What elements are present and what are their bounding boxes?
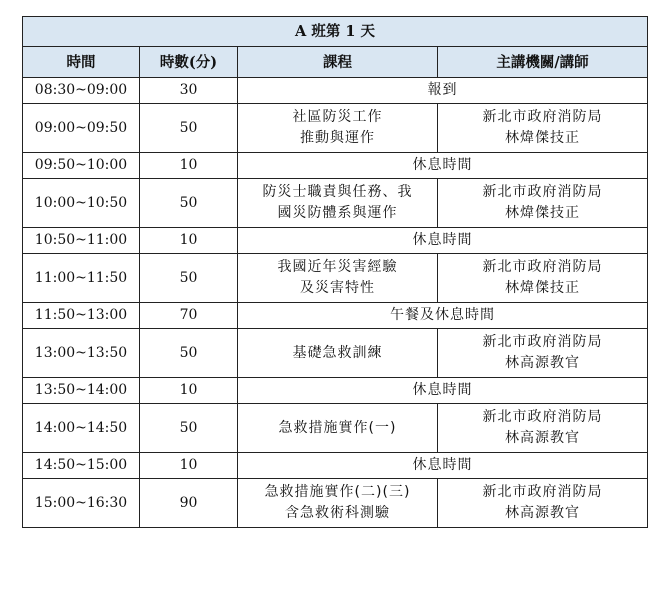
cell-time: 09:50~10:00 — [23, 153, 140, 179]
course-line: 午餐及休息時間 — [390, 307, 496, 323]
speaker-line: 林高源教官 — [505, 505, 581, 521]
table-row — [23, 179, 648, 228]
cell-minutes: 50 — [140, 104, 238, 153]
table-row — [23, 228, 648, 254]
speaker-line: 林煒傑技正 — [505, 205, 581, 221]
cell-speaker — [438, 479, 648, 528]
cell-time: 10:50~11:00 — [23, 228, 140, 254]
course-line: 急救措施實作(一) — [278, 419, 397, 436]
cell-minutes: 10 — [140, 378, 238, 404]
cell-course-merged — [238, 228, 648, 254]
speaker-line: 林煒傑技正 — [505, 130, 581, 146]
cell-minutes: 30 — [140, 78, 238, 104]
table-row — [23, 378, 648, 404]
cell-time: 11:50~13:00 — [23, 303, 140, 329]
header-minutes: 時數(分) — [140, 47, 238, 78]
cell-minutes: 90 — [140, 479, 238, 528]
course-line: 含急救術科測驗 — [285, 505, 390, 521]
course-line: 基礎急救訓練 — [292, 344, 383, 361]
course-line: 防災士職責與任務、我 — [262, 184, 413, 200]
cell-course — [238, 179, 438, 228]
cell-time: 08:30~09:00 — [23, 78, 140, 104]
course-line: 推動與運作 — [300, 130, 375, 146]
cell-minutes: 10 — [140, 453, 238, 479]
cell-course-merged — [238, 378, 648, 404]
table-row — [23, 329, 648, 378]
speaker-line: 林高源教官 — [505, 355, 581, 371]
header-time: 時間 — [23, 47, 140, 78]
cell-speaker — [438, 404, 648, 453]
cell-time: 09:00~09:50 — [23, 104, 140, 153]
table-body — [23, 78, 648, 528]
course-line: 報到 — [427, 82, 458, 98]
cell-course — [238, 329, 438, 378]
cell-minutes: 50 — [140, 254, 238, 303]
cell-minutes: 10 — [140, 153, 238, 179]
cell-minutes: 10 — [140, 228, 238, 254]
speaker-line: 新北市政府消防局 — [482, 184, 603, 200]
cell-time: 11:00~11:50 — [23, 254, 140, 303]
header-course: 課程 — [238, 47, 438, 78]
cell-minutes: 50 — [140, 329, 238, 378]
header-row — [23, 47, 648, 78]
course-line: 及災害特性 — [300, 280, 375, 296]
table-row — [23, 303, 648, 329]
table-row — [23, 453, 648, 479]
cell-course-merged — [238, 453, 648, 479]
table-row — [23, 254, 648, 303]
course-line: 我國近年災害經驗 — [277, 259, 398, 275]
cell-time: 14:50~15:00 — [23, 453, 140, 479]
speaker-line: 新北市政府消防局 — [482, 259, 603, 275]
cell-time: 13:50~14:00 — [23, 378, 140, 404]
cell-course — [238, 104, 438, 153]
course-line: 社區防災工作 — [292, 109, 383, 125]
cell-time: 14:00~14:50 — [23, 404, 140, 453]
table-title: A 班第 1 天 — [23, 17, 648, 47]
cell-time: 13:00~13:50 — [23, 329, 140, 378]
speaker-line: 林煒傑技正 — [505, 280, 581, 296]
title-row — [23, 17, 648, 47]
speaker-line: 新北市政府消防局 — [482, 109, 603, 125]
table-row — [23, 479, 648, 528]
cell-minutes: 70 — [140, 303, 238, 329]
speaker-line: 新北市政府消防局 — [482, 409, 603, 425]
cell-course — [238, 479, 438, 528]
speaker-line: 新北市政府消防局 — [482, 484, 603, 500]
speaker-line: 林高源教官 — [505, 430, 581, 446]
header-speaker: 主講機關/講師 — [438, 47, 648, 78]
cell-time: 10:00~10:50 — [23, 179, 140, 228]
cell-course-merged — [238, 303, 648, 329]
cell-minutes: 50 — [140, 404, 238, 453]
cell-minutes: 50 — [140, 179, 238, 228]
cell-speaker — [438, 179, 648, 228]
cell-time: 15:00~16:30 — [23, 479, 140, 528]
schedule-table — [22, 16, 648, 528]
speaker-line: 新北市政府消防局 — [482, 334, 603, 350]
course-line: 國災防體系與運作 — [277, 205, 398, 221]
cell-course-merged — [238, 153, 648, 179]
course-line: 休息時間 — [412, 382, 473, 398]
course-line: 休息時間 — [412, 157, 473, 173]
cell-speaker — [438, 104, 648, 153]
cell-speaker — [438, 329, 648, 378]
course-line: 休息時間 — [412, 457, 473, 473]
table-row — [23, 78, 648, 104]
cell-course — [238, 254, 438, 303]
cell-speaker — [438, 254, 648, 303]
table-row — [23, 104, 648, 153]
cell-course-merged — [238, 78, 648, 104]
course-line: 休息時間 — [412, 232, 473, 248]
course-line: 急救措施實作(二)(三) — [264, 484, 411, 500]
table-row — [23, 153, 648, 179]
cell-course — [238, 404, 438, 453]
table-row — [23, 404, 648, 453]
